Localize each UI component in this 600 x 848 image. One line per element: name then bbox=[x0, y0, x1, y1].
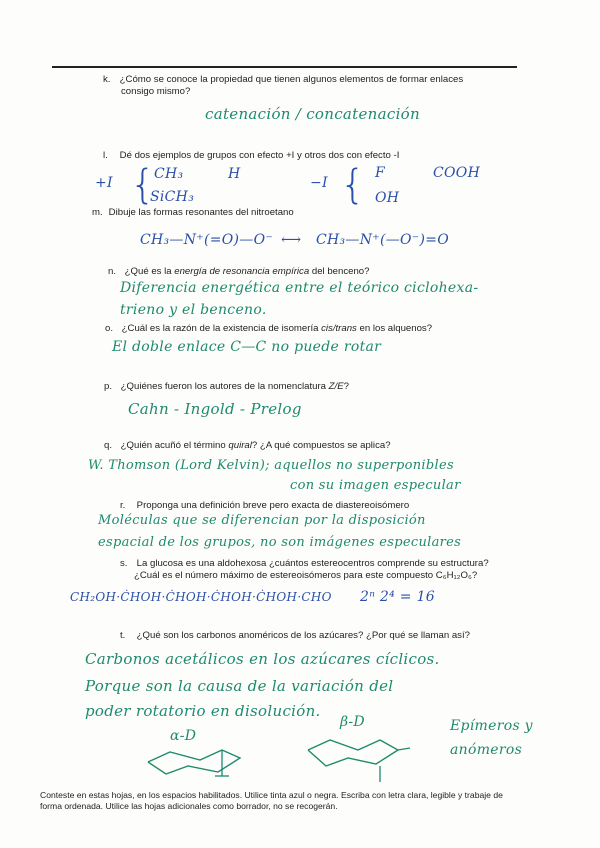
question-text: ¿Cómo se conoce la propiedad que tienen algunos elementos de formar enlaces bbox=[119, 74, 464, 85]
question-text-italic: energía de resonancia empírica bbox=[174, 266, 310, 277]
alpha-ring-sketch bbox=[140, 740, 250, 790]
question-text: ¿Quiénes fueron los autores de la nomenclatura bbox=[120, 381, 329, 392]
top-rule bbox=[52, 66, 517, 68]
question-text-end: en los alquenos? bbox=[356, 323, 433, 334]
beta-ring-sketch bbox=[300, 730, 420, 785]
question-number: t. bbox=[120, 630, 126, 641]
answer-l-plus-label: +I bbox=[95, 175, 113, 191]
answer-l-minus-3: OH bbox=[375, 190, 400, 206]
answer-r-line2: espacial de los grupos, no son imágenes especulares bbox=[98, 535, 462, 550]
answer-q-line2: con su imagen especular bbox=[290, 478, 461, 493]
answer-t-note2: anómeros bbox=[450, 742, 523, 758]
answer-l-minus-2: COOH bbox=[433, 165, 481, 181]
question-text-line2: ¿Cuál es el número máximo de estereoisómeros para este compuesto C₆H₁₂O₆? bbox=[134, 570, 478, 581]
answer-l-brace-2: { bbox=[340, 162, 366, 208]
question-text: Dibuje las formas resonantes del nitroetano bbox=[108, 207, 294, 218]
answer-m-structure-1: CH₃—N⁺(=O)—O⁻ bbox=[140, 232, 274, 248]
question-text: La glucosa es una aldohexosa ¿cuántos estereocentros comprende su estructura? bbox=[136, 558, 489, 569]
answer-p: Cahn - Ingold - Prelog bbox=[128, 400, 302, 418]
answer-t-line3: poder rotatorio en disolución. bbox=[85, 702, 321, 720]
question-number: q. bbox=[104, 440, 113, 451]
question-text: ¿Cuál es la razón de la existencia de isomería bbox=[121, 323, 322, 334]
question-t bbox=[120, 630, 470, 642]
question-number: p. bbox=[104, 381, 113, 392]
answer-l-minus-label: −I bbox=[310, 175, 328, 191]
answer-s-calc: 2ⁿ 2⁴ = 16 bbox=[360, 589, 435, 605]
answer-m-structure-2: CH₃—N⁺(—O⁻)=O bbox=[316, 232, 450, 248]
question-p bbox=[104, 381, 349, 393]
question-text-italic: quiral bbox=[228, 440, 252, 451]
answer-l-plus-3: SiCH₃ bbox=[150, 189, 195, 205]
answer-o: El doble enlace C—C no puede rotar bbox=[112, 339, 382, 355]
answer-m-arrow: ⟷ bbox=[281, 232, 302, 248]
answer-t-alpha: α-D bbox=[170, 728, 197, 744]
answer-t-line1: Carbonos acetálicos en los azúcares cíclicos. bbox=[85, 650, 440, 668]
question-text-end: ? ¿A qué compuestos se aplica? bbox=[251, 440, 391, 451]
question-o bbox=[105, 323, 432, 335]
question-text: ¿Quién acuñó el término bbox=[120, 440, 229, 451]
question-number: r. bbox=[120, 500, 126, 511]
question-text: Dé dos ejemplos de grupos con efecto +I y otros dos con efecto -I bbox=[119, 150, 400, 161]
question-m bbox=[92, 207, 294, 219]
footer-instructions: Conteste en estas hojas, en los espacios habilitados. Utilice tinta azul o negra. Escriba con letra clara, legible y trabaje de forma ordenada. Utilice las hojas adicionales como borrador, no se recogerán. bbox=[40, 790, 503, 811]
answer-t-beta: β-D bbox=[340, 714, 365, 730]
question-number: n. bbox=[108, 266, 117, 277]
question-number: k. bbox=[103, 74, 111, 85]
question-number: o. bbox=[105, 323, 114, 334]
question-s bbox=[120, 558, 520, 582]
question-number: m. bbox=[92, 207, 103, 218]
answer-n-line1: Diferencia energética entre el teórico ciclohexa- bbox=[120, 280, 479, 296]
question-k bbox=[103, 74, 523, 98]
answer-t-line2: Porque son la causa de la variación del bbox=[85, 677, 394, 695]
question-text-end: del benceno? bbox=[309, 266, 370, 277]
answer-l-minus-1: F bbox=[375, 165, 386, 181]
answer-l-brace-1: { bbox=[130, 162, 156, 208]
answer-s-formula: CH₂OH·ĊHOH·ĊHOH·ĊHOH·ĊHOH·CHO bbox=[70, 590, 332, 604]
question-number: l. bbox=[103, 150, 108, 161]
question-text-line2: consigo mismo? bbox=[121, 86, 191, 97]
question-text: ¿Qué es la bbox=[124, 266, 175, 277]
answer-q-line1: W. Thomson (Lord Kelvin); aquellos no superponibles bbox=[88, 458, 454, 473]
question-number: s. bbox=[120, 558, 128, 569]
question-text-italic: cis/trans bbox=[321, 323, 357, 334]
answer-l-plus-1: CH₃ bbox=[154, 166, 184, 182]
answer-r-line1: Moléculas que se diferencian por la disposición bbox=[98, 513, 426, 528]
question-text-italic: Z/E bbox=[328, 381, 344, 392]
answer-k: catenación / concatenación bbox=[205, 105, 420, 123]
question-text: Proponga una definición breve pero exacta de diastereoisómero bbox=[136, 500, 410, 511]
answer-l-plus-2: H bbox=[228, 166, 241, 182]
question-text-end: ? bbox=[343, 381, 349, 392]
answer-t-note1: Epímeros y bbox=[450, 718, 533, 734]
question-r bbox=[120, 500, 409, 512]
question-q bbox=[104, 440, 391, 452]
question-l bbox=[103, 150, 399, 162]
question-n bbox=[108, 266, 369, 278]
answer-n-line2: trieno y el benceno. bbox=[120, 302, 267, 318]
question-text: ¿Qué son los carbonos anoméricos de los azúcares? ¿Por qué se llaman así? bbox=[136, 630, 470, 641]
